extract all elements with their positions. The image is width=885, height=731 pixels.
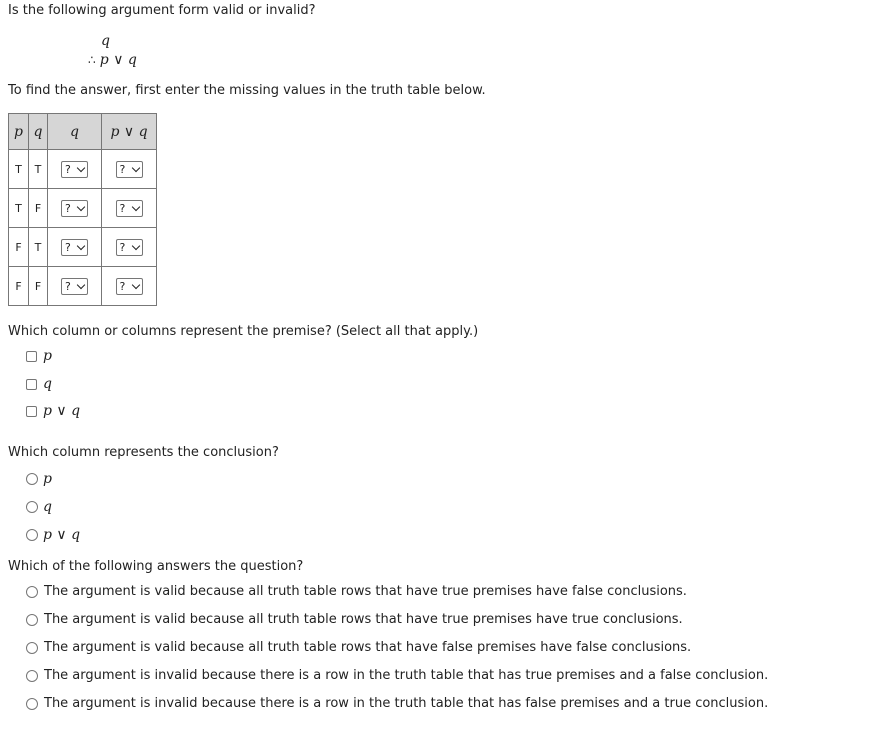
chevron-down-icon [131,202,139,210]
cell-q: T [29,228,48,267]
chevron-down-icon [77,163,85,171]
premise-option-q-label: q [43,376,52,392]
header-p: p [9,114,29,150]
chevron-down-icon [77,202,85,210]
premise-option-p-checkbox[interactable] [26,351,37,362]
conclusion-option-p-or-q-label: p ∨ q [43,527,81,543]
premise-question-prompt: Which column or columns represent the premise? (Select all that apply.) [8,324,479,339]
conclusion-value-select[interactable]: ? [116,278,143,295]
conclusion-value-select[interactable]: ? [116,200,143,217]
answer-option-1-radio[interactable] [26,586,38,598]
answer-option-3-radio[interactable] [26,642,38,654]
chevron-down-icon [131,280,139,288]
answer-option-2-radio[interactable] [26,614,38,626]
premise-option-q-checkbox[interactable] [26,379,37,390]
table-row [9,150,157,189]
answer-option-2-label: The argument is valid because all truth table rows that have true premises have true conclusions. [44,612,683,627]
cell-q: F [29,267,48,306]
therefore-symbol: ∴ [88,53,96,67]
premise-option-p-label: p [43,348,52,364]
answer-option-4-label: The argument is invalid because there is a row in the truth table that has true premises and a false conclusion. [44,668,769,683]
premise-value-select[interactable]: ? [61,278,88,295]
conclusion-value-select[interactable]: ? [116,239,143,256]
truth-table [8,113,157,306]
cell-p: F [9,228,29,267]
header-p-or-q: p ∨ q [102,114,157,150]
conclusion-option-q-radio[interactable] [26,501,38,513]
chevron-down-icon [131,241,139,249]
truth-table-header [9,114,157,150]
answer-option-3-label: The argument is valid because all truth table rows that have false premises have false conclusions. [44,640,692,655]
cell-p: F [9,267,29,306]
conclusion-question-prompt: Which column represents the conclusion? [8,445,279,460]
instruction-text: To find the answer, first enter the missing values in the truth table below. [8,83,486,98]
cell-q: F [29,189,48,228]
cell-q: T [29,150,48,189]
table-row [9,267,157,306]
premise-option-p-or-q-label: p ∨ q [43,403,81,419]
conclusion-value-select[interactable]: ? [116,161,143,178]
answer-option-5-label: The argument is invalid because there is a row in the truth table that has false premises and a true conclusion. [44,696,769,711]
premise-option-p-or-q-checkbox[interactable] [26,406,37,417]
chevron-down-icon [77,241,85,249]
answer-option-5-radio[interactable] [26,698,38,710]
premise-line: q [101,33,110,49]
conclusion-formula: p ∨ q [99,52,137,68]
table-row [9,228,157,267]
premise-value-select[interactable]: ? [61,239,88,256]
question-text: Is the following argument form valid or invalid? [8,3,316,18]
premise-value-select[interactable]: ? [61,161,88,178]
conclusion-option-p-radio[interactable] [26,473,38,485]
chevron-down-icon [131,163,139,171]
conclusion-line [88,52,137,69]
answer-question-prompt: Which of the following answers the question? [8,559,304,574]
answer-option-1-label: The argument is valid because all truth table rows that have true premises have false conclusions. [44,584,687,599]
header-premise-q: q [48,114,102,150]
cell-p: T [9,150,29,189]
conclusion-option-p-label: p [43,471,52,487]
table-row [9,189,157,228]
premise-value-select[interactable]: ? [61,200,88,217]
chevron-down-icon [77,280,85,288]
header-q: q [29,114,48,150]
cell-p: T [9,189,29,228]
answer-option-4-radio[interactable] [26,670,38,682]
conclusion-option-p-or-q-radio[interactable] [26,529,38,541]
conclusion-option-q-label: q [43,499,52,515]
